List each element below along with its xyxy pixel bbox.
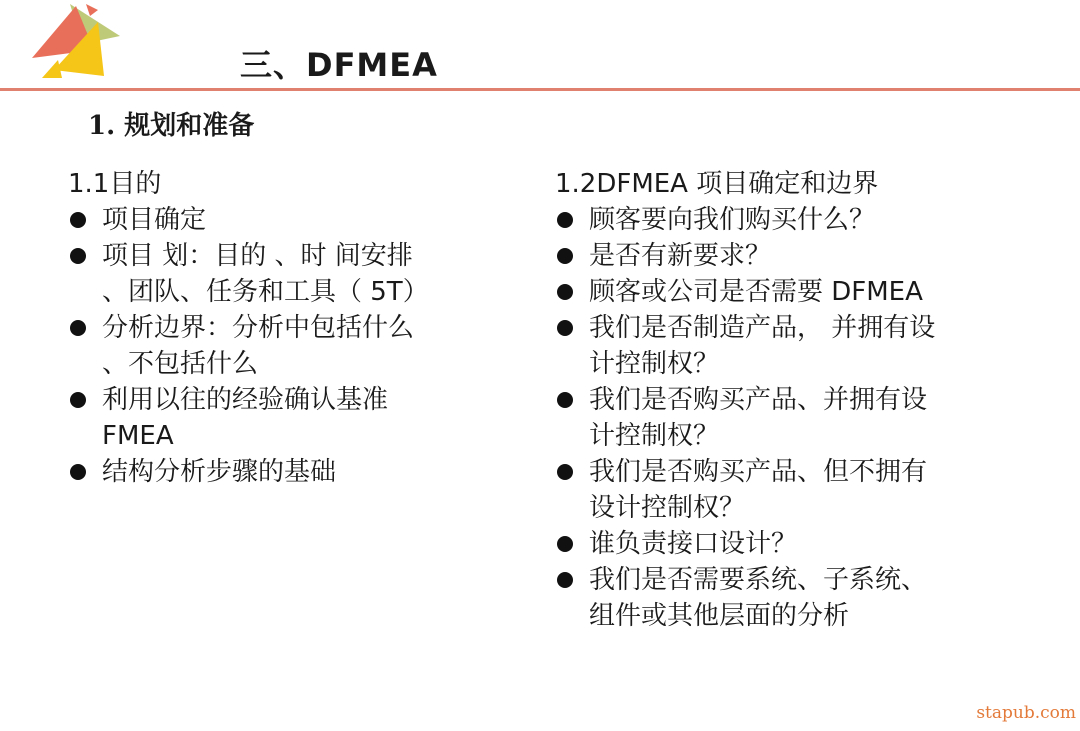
bullet-item-text: 我们是否购买产品、但不拥有 (589, 457, 928, 487)
bullet-dot-icon (557, 572, 573, 588)
bullet-item-text: 谁负责接口设计？ (589, 529, 798, 559)
bullet-dot-icon (557, 284, 573, 300)
right-column-heading: 1.2DFMEA 项目确定和边界 (555, 169, 879, 199)
bullet-item (555, 382, 995, 454)
bullet-item-text: FMEA (102, 421, 174, 451)
bullet-item (68, 454, 488, 490)
bullet-item-text: 我们是否制造产品， 并拥有设 (589, 313, 936, 343)
right-bullet-list (555, 202, 995, 634)
bullet-item-text: 项目确定 (102, 205, 207, 235)
bullet-item-text: 、不包括什么 (102, 349, 259, 379)
left-bullet-list (68, 202, 488, 490)
bullet-item-text: 计控制权？ (589, 421, 720, 451)
bullet-item (555, 238, 995, 274)
bullet-item-text: 顾客或公司是否需要 DFMEA (589, 277, 923, 307)
bullet-item-text: 分析边界：分析中包括什么 (102, 313, 415, 343)
bullet-item-text: 利用以往的经验确认基准 (102, 385, 389, 415)
bullet-item-text: 我们是否需要系统、子系统、 (589, 565, 928, 595)
bullet-item (555, 310, 995, 382)
bullet-item-text: 设计控制权？ (589, 493, 746, 523)
bullet-dot-icon (70, 392, 86, 408)
bullet-dot-icon (70, 320, 86, 336)
bullet-item (555, 454, 995, 526)
right-column (555, 166, 995, 634)
bullet-dot-icon (70, 464, 86, 480)
bullet-item (555, 202, 995, 238)
bullet-item (68, 202, 488, 238)
bullet-item-text: 顾客要向我们购买什么？ (589, 205, 876, 235)
bullet-item (555, 562, 995, 634)
bullet-dot-icon (557, 392, 573, 408)
bullet-dot-icon (70, 248, 86, 264)
bullet-item (68, 310, 488, 382)
bullet-item-text: 组件或其他层面的分析 (589, 601, 850, 631)
bullet-dot-icon (557, 536, 573, 552)
bullet-item (68, 382, 488, 454)
bullet-item (68, 238, 488, 310)
watermark: stapub.com (976, 703, 1076, 723)
title-divider (0, 88, 1080, 91)
section-heading: 1. 规划和准备 (88, 111, 255, 141)
bullet-item-text: 是否有新要求？ (589, 241, 772, 271)
left-column-heading: 1.1目的 (68, 169, 162, 199)
bullet-dot-icon (557, 248, 573, 264)
logo-triangles-icon (28, 0, 128, 82)
bullet-dot-icon (557, 212, 573, 228)
bullet-item-text: 计控制权？ (589, 349, 720, 379)
left-column (68, 166, 488, 490)
bullet-item-text: 我们是否购买产品、并拥有设 (589, 385, 928, 415)
page-title: 三、DFMEA (240, 46, 438, 84)
bullet-item (555, 526, 995, 562)
bullet-item-text: 项目 划：目的 、时 间安排 (102, 241, 413, 271)
bullet-item (555, 274, 995, 310)
bullet-item-text: 、团队、任务和工具（ 5T） (102, 277, 429, 307)
bullet-dot-icon (557, 320, 573, 336)
bullet-dot-icon (70, 212, 86, 228)
bullet-dot-icon (557, 464, 573, 480)
bullet-item-text: 结构分析步骤的基础 (102, 457, 337, 487)
